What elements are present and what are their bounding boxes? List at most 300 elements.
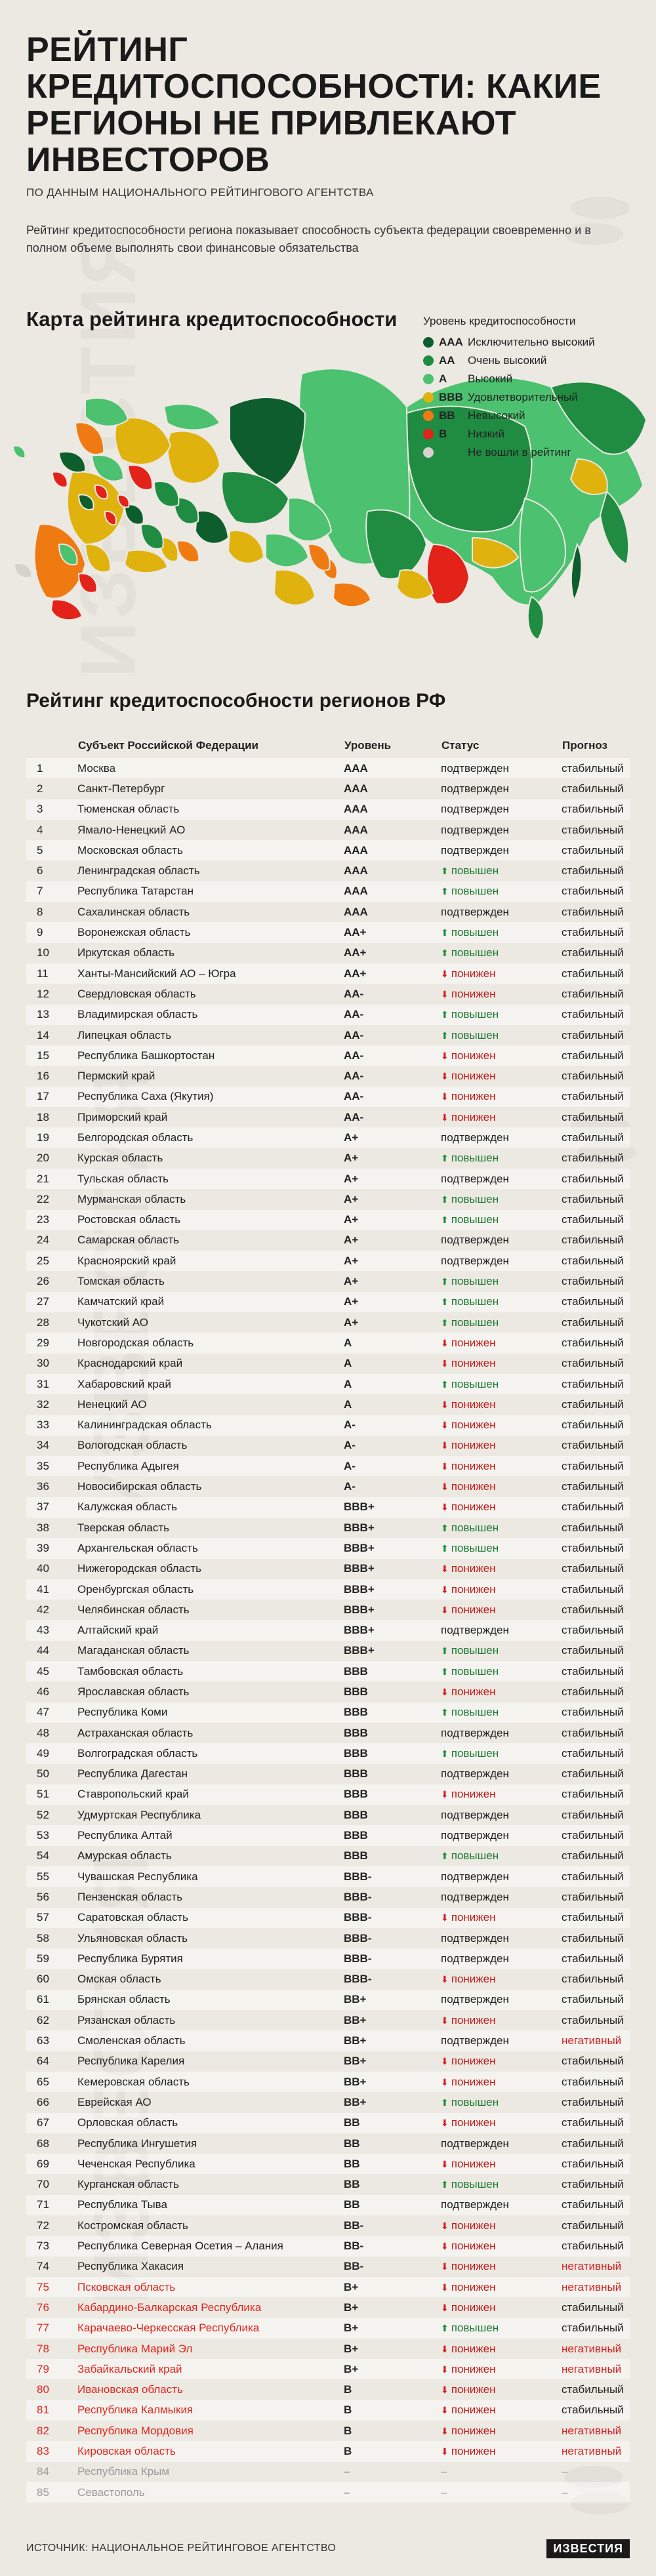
row-status (441, 1866, 562, 1887)
table-row (26, 1641, 630, 1661)
row-level: В+ (344, 2277, 441, 2297)
table-row (26, 1497, 630, 1518)
row-status-text: – (441, 2485, 447, 2499)
row-forecast: – (562, 2465, 568, 2478)
row-subject: Чукотский АО (77, 1316, 148, 1329)
row-number: 1 (26, 758, 77, 778)
row-level: ВВ+ (344, 2095, 367, 2108)
row-level: ВВ (344, 2137, 360, 2150)
row-number: 79 (26, 2359, 77, 2379)
row-status (441, 1538, 562, 1558)
row-forecast: стабильный (562, 864, 624, 877)
row-status (441, 1661, 562, 1681)
row-status-text: повышен (451, 1377, 499, 1390)
table-row (26, 1948, 630, 1969)
map-region-leningrad (59, 452, 85, 472)
row-status (441, 1908, 562, 1928)
table-header-row (26, 733, 630, 758)
legend-item (423, 407, 595, 425)
row-number: 25 (26, 1251, 77, 1271)
row-level: ААА (344, 864, 368, 877)
arrow-up-icon: ⬆ (441, 1297, 449, 1308)
row-number: 76 (37, 2301, 49, 2314)
row-forecast: стабильный (562, 1890, 624, 1903)
row-level: ВВВ+ (344, 1562, 375, 1575)
row-status (441, 2482, 562, 2503)
row-level: А (344, 1398, 352, 1411)
row-forecast: стабильный (562, 1374, 630, 1394)
row-level: – (344, 2482, 441, 2503)
row-forecast: стабильный (562, 1562, 624, 1575)
row-subject: Республика Мордовия (77, 2424, 194, 2437)
row-status (441, 2441, 562, 2461)
row-status (441, 2174, 562, 2194)
row-subject: Ленинградская область (77, 864, 200, 877)
row-level: В+ (344, 2359, 441, 2379)
row-status-text: понижен (451, 2342, 496, 2355)
row-status-text: понижен (451, 1500, 496, 1514)
row-subject: Астраханская область (77, 1726, 194, 1739)
row-forecast: стабильный (562, 1702, 630, 1723)
row-number: 30 (37, 1357, 49, 1370)
row-number: 37 (26, 1497, 77, 1518)
arrow-down-icon: ⬇ (441, 1502, 449, 1513)
row-forecast: стабильный (562, 2195, 630, 2215)
row-number: 74 (37, 2260, 49, 2273)
row-status-text: – (441, 2465, 447, 2478)
row-number: 50 (37, 1767, 49, 1781)
table-row (26, 1436, 630, 1456)
legend-title: Уровень кредитоспособности (423, 315, 576, 327)
table-row (26, 840, 630, 860)
row-level: А- (344, 1480, 356, 1493)
row-status-text: понижен (451, 2013, 496, 2026)
row-forecast: стабильный (562, 1415, 630, 1436)
row-subject: Томская область (77, 1275, 165, 1288)
arrow-down-icon: ⬇ (441, 2445, 449, 2457)
row-subject: Ненецкий АО (77, 1398, 147, 1411)
row-number: 70 (37, 2178, 49, 2191)
ratings-table (26, 733, 630, 2503)
row-status-text: понижен (451, 2075, 496, 2088)
row-status (441, 1436, 562, 1456)
row-status-text: повышен (451, 1213, 499, 1226)
row-subject: Республика Ингушетия (77, 2137, 197, 2150)
arrow-down-icon: ⬇ (441, 2302, 449, 2313)
row-number: 32 (37, 1398, 49, 1411)
row-status (441, 2092, 562, 2112)
table-row (26, 1148, 630, 1169)
row-number: 21 (26, 1169, 77, 1189)
row-level: В (344, 2400, 441, 2421)
arrow-down-icon: ⬇ (441, 2015, 449, 2026)
row-status-text: подтвержден (441, 1952, 509, 1965)
row-number: 13 (26, 1005, 77, 1025)
row-subject: Белгородская область (77, 1127, 344, 1148)
row-level: ВВВ+ (344, 1497, 441, 1518)
row-number: 20 (37, 1152, 49, 1165)
legend-list (423, 333, 595, 462)
row-number: 46 (37, 1685, 49, 1698)
row-status (441, 2421, 562, 2441)
arrow-down-icon: ⬇ (441, 1584, 449, 1595)
row-level: ВВВ (344, 1743, 441, 1763)
row-forecast: стабильный (562, 1726, 624, 1739)
row-level: А (344, 1333, 441, 1353)
legend-code: В (439, 428, 447, 440)
row-forecast: стабильный (562, 1973, 624, 1986)
arrow-up-icon: ⬆ (441, 1707, 449, 1718)
row-subject: Смоленская область (77, 2030, 344, 2051)
table-row (26, 2441, 630, 2461)
row-forecast: стабильный (562, 782, 624, 795)
row-forecast: стабильный (562, 2055, 624, 2068)
row-level: ВВВ+ (344, 1620, 441, 1640)
row-status (441, 1702, 562, 1723)
row-forecast: стабильный (562, 1210, 630, 1230)
row-number: 78 (37, 2342, 49, 2355)
row-subject: Республика Крым (77, 2465, 170, 2478)
row-level: А (344, 1357, 352, 1370)
row-subject: Тверская область (77, 1521, 170, 1534)
col-header-level: Уровень (344, 739, 392, 752)
row-number: 64 (37, 2055, 49, 2068)
row-status-text: понижен (451, 2280, 496, 2293)
arrow-down-icon: ⬇ (441, 1091, 449, 1102)
row-status-text: понижен (451, 1419, 496, 1432)
row-status (441, 1600, 562, 1620)
table-row (26, 1189, 630, 1209)
row-level: ВВВ+ (344, 1521, 375, 1534)
row-number: 27 (26, 1292, 77, 1312)
row-subject: Псковская область (77, 2277, 344, 2297)
arrow-up-icon: ⬆ (441, 2097, 449, 2108)
row-forecast: стабильный (562, 1234, 624, 1247)
row-forecast: стабильный (562, 840, 630, 860)
arrow-up-icon: ⬆ (441, 1379, 449, 1390)
row-forecast: стабильный (562, 1439, 624, 1452)
table-row (26, 799, 630, 820)
row-level: ВВВ+ (344, 1579, 441, 1600)
map-region-murmansk (85, 398, 128, 426)
row-subject: Новосибирская область (77, 1480, 202, 1493)
table-row (26, 1784, 630, 1805)
row-status-text: понижен (451, 1480, 496, 1493)
row-forecast: стабильный (562, 1169, 630, 1189)
table-row (26, 2339, 630, 2359)
row-level: А+ (344, 1292, 441, 1312)
row-subject: Курганская область (77, 2178, 179, 2191)
row-number: 26 (37, 1275, 49, 1288)
row-number: 12 (37, 987, 49, 1000)
map-region-primorye (528, 597, 544, 639)
table-row (26, 1969, 630, 1990)
row-number: 43 (26, 1620, 77, 1640)
row-number: 77 (26, 2318, 77, 2339)
arrow-up-icon: ⬆ (441, 1851, 449, 1862)
row-status-text: подтвержден (441, 2198, 509, 2211)
row-status-text: понижен (451, 2444, 496, 2457)
map-region-kaliningrad (13, 446, 25, 458)
row-number: 71 (26, 2195, 77, 2215)
row-level: АА- (344, 1087, 441, 1107)
map-region-volgograd (85, 544, 110, 572)
row-forecast: стабильный (562, 1644, 624, 1657)
row-forecast: стабильный (562, 946, 624, 959)
row-level: ВВВ (344, 1825, 441, 1845)
row-subject: Амурская область (77, 1849, 172, 1862)
row-level: ВВ (344, 2154, 441, 2174)
map-legend (423, 315, 595, 462)
map-region-kurgan (177, 541, 199, 562)
row-number: 81 (26, 2400, 77, 2421)
row-status (441, 1887, 562, 1907)
row-forecast: стабильный (562, 1931, 624, 1944)
row-subject: Кемеровская область (77, 2072, 344, 2092)
row-level: В (344, 2441, 441, 2461)
table-row (26, 984, 630, 1004)
row-status-text: подтвержден (441, 1993, 509, 2006)
row-number: 65 (26, 2072, 77, 2092)
row-status-text: понижен (451, 987, 496, 1000)
row-level: ВВ- (344, 2219, 364, 2232)
legend-item (423, 443, 595, 462)
table-row (26, 1415, 630, 1436)
row-status (441, 902, 562, 922)
row-status (441, 1620, 562, 1640)
row-status-text: понижен (451, 1110, 496, 1123)
coin-decoration (571, 197, 630, 219)
row-level: АА- (344, 1005, 441, 1025)
row-status (441, 943, 562, 963)
table-row (26, 1866, 630, 1887)
row-status (441, 2339, 562, 2359)
row-forecast: стабильный (562, 1275, 624, 1288)
row-forecast: стабильный (562, 2301, 624, 2314)
row-subject: Тамбовская область (77, 1661, 344, 1681)
row-level: ВВ+ (344, 2072, 441, 2092)
row-status (441, 1312, 562, 1333)
arrow-up-icon: ⬆ (441, 1645, 449, 1657)
row-number: 5 (26, 840, 77, 860)
table-row (26, 1456, 630, 1476)
row-status-text: повышен (451, 864, 499, 877)
row-number: 80 (37, 2383, 49, 2396)
page-title: РЕЙТИНГ КРЕДИТОСПОСОБНОСТИ: КАКИЕ РЕГИОНЫ НЕ ПРИВЛЕКАЮТ ИНВЕСТОРОВ (26, 31, 602, 179)
row-status-text: понижен (451, 1090, 496, 1103)
row-status (441, 2318, 562, 2339)
legend-item (423, 370, 595, 388)
row-level: ВВВ (344, 1661, 441, 1681)
row-number: 24 (37, 1234, 49, 1247)
row-forecast: стабильный (562, 2219, 624, 2232)
row-subject: Республика Дагестан (77, 1767, 188, 1781)
col-header-forecast: Прогноз (562, 739, 607, 752)
table-row (26, 1025, 630, 1045)
row-number: 47 (26, 1702, 77, 1723)
row-status-text: подтвержден (441, 823, 509, 836)
row-forecast: стабильный (562, 2178, 624, 2191)
table-row (26, 1210, 630, 1230)
row-number: 34 (37, 1439, 49, 1452)
page-subtitle: ПО ДАННЫМ НАЦИОНАЛЬНОГО РЕЙТИНГОВОГО АГЕНТСТВА (26, 186, 374, 199)
map-region-bashkortostan (141, 524, 163, 548)
arrow-down-icon: ⬇ (441, 988, 449, 999)
table-row (26, 1723, 630, 1743)
row-number: 84 (37, 2465, 49, 2478)
arrow-down-icon: ⬇ (441, 1420, 449, 1431)
row-forecast: негативный (562, 2277, 630, 2297)
row-number: 16 (37, 1070, 49, 1083)
table-row (26, 1312, 630, 1333)
row-level: ААА (344, 799, 441, 820)
row-level: ААА (344, 782, 368, 795)
row-number: 44 (37, 1644, 49, 1657)
row-subject: Тюменская область (77, 799, 344, 820)
row-subject: Ямало-Ненецкий АО (77, 823, 186, 836)
row-number: 35 (26, 1456, 77, 1476)
row-subject: Пермский край (77, 1070, 155, 1083)
row-level: АА- (344, 1070, 364, 1083)
row-status (441, 1476, 562, 1497)
table-row (26, 1476, 630, 1497)
row-level: ВВ+ (344, 2030, 441, 2051)
row-forecast: негативный (562, 2342, 622, 2355)
row-number: 69 (26, 2154, 77, 2174)
row-status (441, 2257, 562, 2277)
table-row (26, 2359, 630, 2379)
row-status (441, 1107, 562, 1127)
row-number: 72 (37, 2219, 49, 2232)
row-status-text: повышен (451, 1275, 499, 1288)
arrow-up-icon: ⬆ (441, 1030, 449, 1041)
table-row (26, 1518, 630, 1538)
row-subject: Чувашская Республика (77, 1866, 344, 1887)
row-status-text: понижен (451, 2240, 496, 2253)
row-forecast: негативный (562, 2260, 622, 2273)
row-level: ВВВ- (344, 1973, 372, 1986)
row-status-text: понижен (451, 2424, 496, 2437)
row-forecast: стабильный (562, 1743, 630, 1763)
row-subject: Камчатский край (77, 1292, 344, 1312)
arrow-down-icon: ⬇ (441, 2282, 449, 2293)
row-subject: Липецкая область (77, 1028, 172, 1041)
row-subject: Республика Бурятия (77, 1948, 344, 1969)
row-forecast: стабильный (562, 1110, 624, 1123)
row-forecast: стабильный (562, 1398, 624, 1411)
arrow-up-icon: ⬆ (441, 1666, 449, 1677)
row-number: 75 (26, 2277, 77, 2297)
row-forecast: стабильный (562, 1521, 624, 1534)
arrow-down-icon: ⬇ (441, 1112, 449, 1123)
arrow-down-icon: ⬇ (441, 968, 449, 979)
row-subject: Республика Татарстан (77, 881, 344, 902)
row-status-text: подтвержден (441, 1870, 509, 1883)
row-forecast: стабильный (562, 1192, 624, 1205)
row-status-text: повышен (451, 1152, 499, 1165)
row-forecast: стабильный (562, 2383, 624, 2396)
row-level: А- (344, 1456, 441, 1476)
row-status (441, 1169, 562, 1189)
row-status (441, 1846, 562, 1866)
row-level: А (344, 1374, 441, 1394)
row-level: ВВ- (344, 2236, 441, 2256)
row-forecast: стабильный (562, 2013, 624, 2026)
arrow-down-icon: ⬇ (441, 1974, 449, 1985)
row-number: 51 (26, 1784, 77, 1805)
arrow-down-icon: ⬇ (441, 2343, 449, 2354)
row-level: ААА (344, 823, 368, 836)
table-row (26, 2010, 630, 2030)
row-status (441, 1969, 562, 1990)
row-number: 19 (26, 1127, 77, 1148)
row-status (441, 1354, 562, 1374)
row-forecast: стабильный (562, 1045, 630, 1066)
row-status (441, 1743, 562, 1763)
row-status (441, 2400, 562, 2421)
arrow-down-icon: ⬇ (441, 2056, 449, 2067)
row-subject: Мурманская область (77, 1192, 186, 1205)
row-subject: Новгородская область (77, 1333, 344, 1353)
table-row (26, 2277, 630, 2297)
row-number: 28 (37, 1316, 49, 1329)
row-status-text: повышен (451, 1295, 499, 1308)
row-number: 11 (26, 963, 77, 984)
table-row (26, 1887, 630, 1907)
row-status-text: понижен (451, 1459, 496, 1472)
table-row (26, 1600, 630, 1620)
row-level: ВВВ (344, 1702, 441, 1723)
row-forecast: стабильный (562, 1316, 624, 1329)
row-status (441, 1292, 562, 1312)
legend-label: Исключительно высокий (468, 336, 595, 348)
row-status-text: понижен (451, 1336, 496, 1349)
table-row (26, 1620, 630, 1640)
row-subject: Республика Башкортостан (77, 1045, 344, 1066)
row-level: А+ (344, 1234, 359, 1247)
row-status (441, 2051, 562, 2072)
table-row (26, 2482, 630, 2503)
map-region-karelia (75, 422, 104, 454)
arrow-down-icon: ⬇ (441, 2076, 449, 2087)
table-row (26, 963, 630, 984)
row-status-text: понижен (451, 2362, 496, 2375)
table-row (26, 1579, 630, 1600)
table-row (26, 943, 630, 963)
row-status (441, 1518, 562, 1538)
row-status (441, 1189, 562, 1209)
table-row (26, 2072, 630, 2092)
row-subject: Самарская область (77, 1234, 180, 1247)
table-row (26, 1805, 630, 1825)
row-status-text: понижен (451, 1439, 496, 1452)
row-status (441, 1251, 562, 1271)
row-status (441, 1230, 562, 1251)
row-level: ВВВ (344, 1767, 368, 1781)
izvestia-logo: ИЗВЕСТИЯ (546, 2539, 630, 2558)
row-status-text: понижен (451, 1398, 496, 1411)
row-status-text: понижен (451, 2219, 496, 2232)
row-forecast: стабильный (562, 1127, 630, 1148)
legend-swatch (423, 355, 434, 366)
row-subject: Ульяновская область (77, 1931, 188, 1944)
row-subject: Ярославская область (77, 1685, 190, 1698)
legend-code: АА (439, 354, 455, 367)
row-level: ВВВ (344, 1808, 368, 1821)
row-number: 17 (26, 1087, 77, 1107)
row-forecast: стабильный (562, 1538, 630, 1558)
row-status (441, 2277, 562, 2297)
